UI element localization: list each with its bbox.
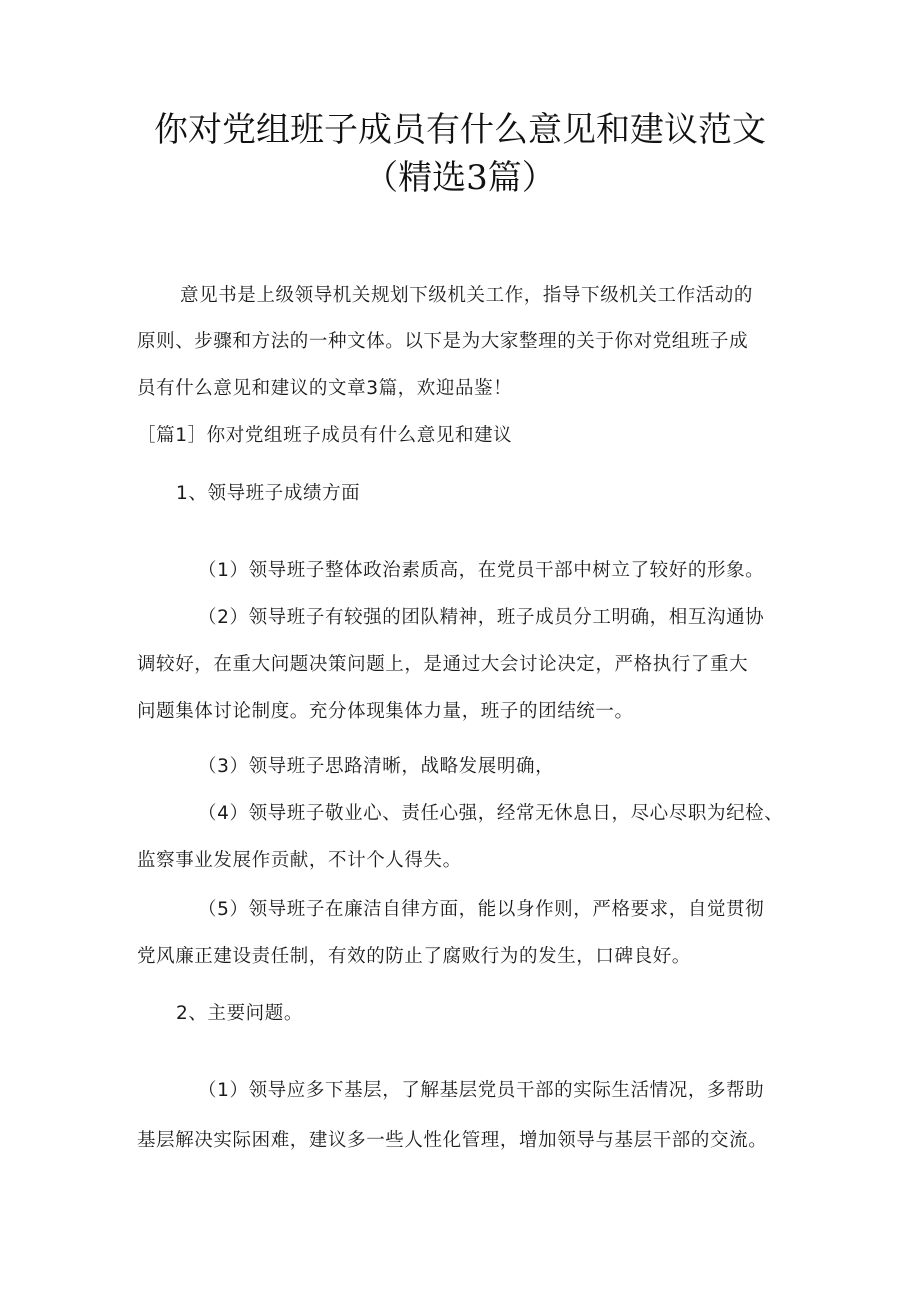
- intro-paragraph-line-1: 意见书是上级领导机关规划下级机关工作，指导下级机关工作活动的: [180, 285, 754, 306]
- section-1-item-2-line-1: （2）领导班子有较强的团队精神，班子成员分工明确，相互沟通协: [198, 607, 765, 628]
- section-1-item-4-line-2: 监察事业发展作贡献，不计个人得失。: [137, 850, 462, 871]
- section-1-item-2-line-2: 调较好，在重大问题决策问题上，是通过大会讨论决定，严格执行了重大: [137, 654, 749, 675]
- section-1-item-4-line-1: （4）领导班子敬业心、责任心强，经常无休息日，尽心尽职为纪检、: [198, 803, 784, 824]
- intro-paragraph-line-3: 员有什么意见和建议的文章3篇，欢迎品鉴！: [137, 378, 513, 399]
- document-title-line-1: 你对党组班子成员有什么意见和建议范文: [154, 110, 766, 150]
- section-1-item-5-line-2: 党风廉正建设责任制，有效的防止了腐败行为的发生，口碑良好。: [137, 946, 691, 967]
- section-1-item-5-line-1: （5）领导班子在廉洁自律方面，能以身作则，严格要求，自觉贯彻: [198, 899, 765, 920]
- article-heading: ［篇1］你对党组班子成员有什么意见和建议: [137, 425, 513, 446]
- section-1-heading: 1、领导班子成绩方面: [176, 483, 361, 504]
- intro-paragraph-line-2: 原则、步骤和方法的一种文体。以下是为大家整理的关于你对党组班子成: [137, 331, 749, 352]
- section-1-item-2-line-3: 问题集体讨论制度。充分体现集体力量，班子的团结统一。: [137, 701, 634, 722]
- section-1-item-3: （3）领导班子思路清晰，战略发展明确，: [198, 756, 555, 777]
- section-2-item-1-line-1: （1）领导应多下基层，了解基层党员干部的实际生活情况，多帮助: [198, 1080, 765, 1101]
- section-2-item-1-line-2: 基层解决实际困难，建议多一些人性化管理，增加领导与基层干部的交流。: [137, 1130, 768, 1151]
- section-2-heading: 2、主要问题。: [176, 1003, 303, 1024]
- section-1-item-1: （1）领导班子整体政治素质高，在党员干部中树立了较好的形象。: [198, 560, 765, 581]
- document-title-line-2: （精选3篇）: [364, 158, 556, 198]
